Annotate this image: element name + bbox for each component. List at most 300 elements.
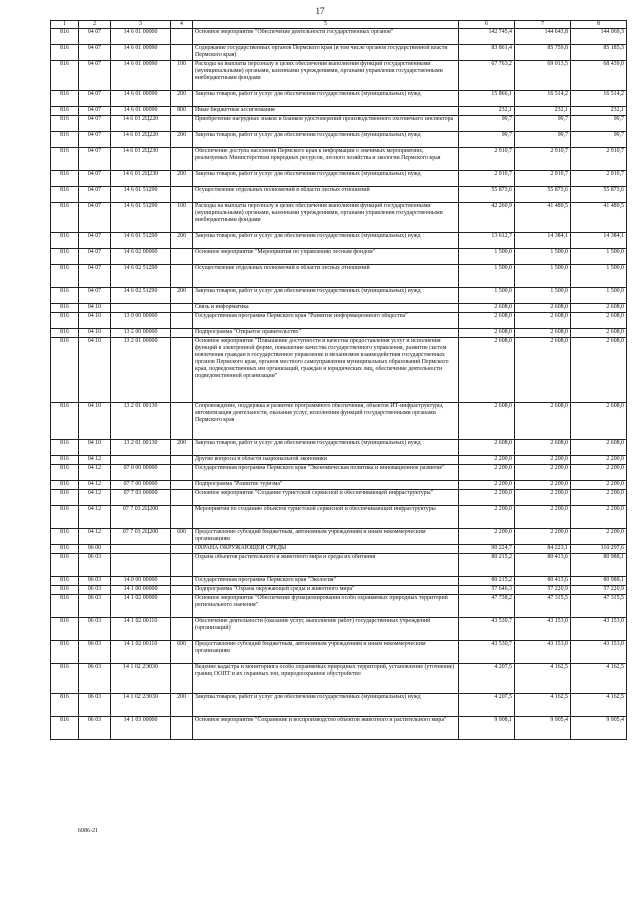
- cell-section-code: 04 07: [79, 288, 111, 304]
- cell-ministry-code: 816: [51, 187, 79, 203]
- cell-amount-year3: 232,1: [571, 107, 627, 116]
- cell-ministry-code: 816: [51, 694, 79, 717]
- cell-ministry-code: 816: [51, 329, 79, 338]
- cell-ministry-code: 816: [51, 249, 79, 265]
- cell-target-article: 14 6 01 2Ц230: [111, 148, 171, 171]
- column-header: 6: [459, 21, 515, 29]
- cell-amount-year1: 55 873,6: [459, 187, 515, 203]
- cell-amount-year1: 2 200,0: [459, 465, 515, 481]
- cell-target-article: 14 6 02 51290: [111, 288, 171, 304]
- cell-description: Охрана объектов растительного и животного мира и среды их обитания: [193, 554, 459, 577]
- cell-section-code: 04 10: [79, 329, 111, 338]
- cell-amount-year1: 99,7: [459, 116, 515, 132]
- cell-ministry-code: 816: [51, 171, 79, 187]
- cell-amount-year3: 85 185,3: [571, 45, 627, 61]
- cell-amount-year1: 2 608,0: [459, 313, 515, 329]
- cell-amount-year3: 2 608,0: [571, 440, 627, 456]
- cell-amount-year2: 99,7: [515, 116, 571, 132]
- cell-expense-type: [171, 249, 193, 265]
- cell-amount-year1: 2 200,0: [459, 481, 515, 490]
- cell-amount-year1: 80 215,2: [459, 577, 515, 586]
- cell-amount-year2: 2 608,0: [515, 313, 571, 329]
- cell-amount-year1: 4 207,5: [459, 694, 515, 717]
- cell-description: Приобретение нагрудных знаков и бланков удостоверений производственного охотничьего инспектора: [193, 116, 459, 132]
- cell-ministry-code: 816: [51, 265, 79, 288]
- cell-ministry-code: 816: [51, 107, 79, 116]
- column-header: 5: [193, 21, 459, 29]
- cell-amount-year2: 99,7: [515, 132, 571, 148]
- table-row: [51, 313, 627, 329]
- cell-description: Подпрограмма "Развитие туризма": [193, 481, 459, 490]
- cell-description: Обеспечение доступа населения Пермского края к информации о значимых мероприятиях, реализуемых Министерством природных ресурсов, лесного хозяйства и экологии Пермского края: [193, 148, 459, 171]
- table-row: [51, 116, 627, 132]
- cell-amount-year2: 2 910,7: [515, 148, 571, 171]
- cell-section-code: 04 12: [79, 456, 111, 465]
- cell-amount-year1: 83 861,4: [459, 45, 515, 61]
- cell-expense-type: [171, 465, 193, 481]
- cell-ministry-code: 816: [51, 304, 79, 313]
- cell-target-article: 13 2 01 00130: [111, 403, 171, 440]
- cell-amount-year3: 2 200,0: [571, 529, 627, 545]
- cell-section-code: 04 12: [79, 529, 111, 545]
- cell-expense-type: 800: [171, 107, 193, 116]
- column-header: 4: [171, 21, 193, 29]
- cell-ministry-code: 816: [51, 481, 79, 490]
- cell-amount-year3: 4 162,5: [571, 694, 627, 717]
- cell-description: Подпрограмма "Охрана окружающей среды и животного мира": [193, 586, 459, 595]
- cell-amount-year3: 2 200,0: [571, 465, 627, 481]
- cell-amount-year2: 84 223,1: [515, 545, 571, 554]
- cell-amount-year1: 67 763,2: [459, 61, 515, 91]
- cell-amount-year3: 144 069,3: [571, 29, 627, 45]
- cell-target-article: [111, 545, 171, 554]
- cell-expense-type: [171, 304, 193, 313]
- cell-target-article: 14 6 01 51290: [111, 187, 171, 203]
- cell-description: Ведение кадастра и мониторинга особо охраняемых природных территорий, установление (уточнение) границ ООПТ и их охранных зон, природоохранное обустройство: [193, 664, 459, 694]
- cell-target-article: 14 6 01 2Ц220: [111, 132, 171, 148]
- cell-expense-type: [171, 717, 193, 740]
- footer-code: 6086-21: [78, 828, 98, 834]
- cell-amount-year2: 43 153,0: [515, 641, 571, 664]
- cell-target-article: 14 6 01 2Ц220: [111, 116, 171, 132]
- cell-ministry-code: 816: [51, 116, 79, 132]
- cell-target-article: 14 6 01 2Ц230: [111, 171, 171, 187]
- budget-table: [50, 20, 627, 740]
- cell-section-code: 06 03: [79, 618, 111, 641]
- cell-description: Закупка товаров, работ и услуг для обеспечения государственных (муниципальных) нужд: [193, 233, 459, 249]
- cell-amount-year1: 2 910,7: [459, 148, 515, 171]
- table-row: [51, 481, 627, 490]
- cell-ministry-code: 816: [51, 465, 79, 481]
- cell-target-article: 14 1 02 2Э030: [111, 664, 171, 694]
- cell-ministry-code: 816: [51, 148, 79, 171]
- cell-section-code: 04 10: [79, 313, 111, 329]
- table-row: [51, 440, 627, 456]
- cell-amount-year1: 47 738,2: [459, 595, 515, 618]
- cell-amount-year2: 14 384,1: [515, 233, 571, 249]
- cell-target-article: 14 1 00 00000: [111, 586, 171, 595]
- table-row: [51, 171, 627, 187]
- cell-amount-year3: 2 200,0: [571, 456, 627, 465]
- cell-expense-type: 200: [171, 233, 193, 249]
- cell-section-code: 04 12: [79, 490, 111, 506]
- table-row: [51, 664, 627, 694]
- cell-description: Подпрограмма "Открытое правительство": [193, 329, 459, 338]
- table-row: [51, 249, 627, 265]
- cell-amount-year1: 1 500,0: [459, 249, 515, 265]
- cell-ministry-code: 816: [51, 132, 79, 148]
- cell-expense-type: 200: [171, 91, 193, 107]
- cell-amount-year2: 2 200,0: [515, 481, 571, 490]
- cell-expense-type: [171, 481, 193, 490]
- cell-target-article: 14 1 03 00000: [111, 717, 171, 740]
- cell-section-code: 04 07: [79, 148, 111, 171]
- cell-expense-type: [171, 618, 193, 641]
- cell-description: Основное мероприятие "Создание туристской сервисной и обеспечивающей инфраструктуры": [193, 490, 459, 506]
- cell-amount-year1: 15 866,1: [459, 91, 515, 107]
- table-row: [51, 304, 627, 313]
- cell-amount-year3: 14 384,1: [571, 233, 627, 249]
- cell-expense-type: 100: [171, 61, 193, 91]
- cell-amount-year2: 2 608,0: [515, 304, 571, 313]
- cell-description: Государственная программа Пермского края "Развитие информационного общества": [193, 313, 459, 329]
- cell-amount-year2: 1 500,0: [515, 288, 571, 304]
- cell-ministry-code: 816: [51, 641, 79, 664]
- cell-amount-year1: 42 260,9: [459, 203, 515, 233]
- cell-section-code: 04 10: [79, 403, 111, 440]
- table-row: [51, 91, 627, 107]
- cell-amount-year2: 2 608,0: [515, 329, 571, 338]
- cell-description: Сопровождение, поддержка и развитие программного обеспечения, объектов ИТ-инфраструктуры, автоматизация деятельности, оказания услуг, исполнения функций государственными органами Пермского края: [193, 403, 459, 440]
- cell-amount-year3: 2 608,0: [571, 329, 627, 338]
- cell-amount-year1: 2 200,0: [459, 506, 515, 529]
- cell-expense-type: [171, 545, 193, 554]
- cell-amount-year3: 2 608,0: [571, 304, 627, 313]
- cell-expense-type: 200: [171, 694, 193, 717]
- cell-expense-type: 100: [171, 203, 193, 233]
- cell-target-article: 13 2 01 00130: [111, 440, 171, 456]
- cell-amount-year2: 80 413,6: [515, 554, 571, 577]
- table-row: [51, 148, 627, 171]
- cell-target-article: 07 7 00 00000: [111, 481, 171, 490]
- cell-amount-year3: 2 608,0: [571, 403, 627, 440]
- cell-ministry-code: 816: [51, 61, 79, 91]
- cell-ministry-code: 816: [51, 717, 79, 740]
- cell-description: Закупка товаров, работ и услуг для обеспечения государственных (муниципальных) нужд: [193, 132, 459, 148]
- cell-amount-year2: 2 200,0: [515, 456, 571, 465]
- cell-expense-type: [171, 116, 193, 132]
- cell-amount-year3: 43 153,0: [571, 641, 627, 664]
- cell-amount-year1: 43 530,7: [459, 618, 515, 641]
- cell-amount-year3: 47 315,5: [571, 595, 627, 618]
- cell-section-code: 04 07: [79, 265, 111, 288]
- cell-amount-year2: 2 608,0: [515, 403, 571, 440]
- cell-expense-type: [171, 187, 193, 203]
- cell-section-code: 04 10: [79, 338, 111, 403]
- cell-section-code: 04 07: [79, 132, 111, 148]
- cell-expense-type: [171, 577, 193, 586]
- cell-description: Расходы на выплаты персоналу в целях обеспечения выполнения функций государственными (муниципальными) органами, казенными учреждениями, органами управления государственными внебюджетными фондами: [193, 61, 459, 91]
- cell-amount-year2: 2 608,0: [515, 440, 571, 456]
- cell-target-article: 14 1 02 00110: [111, 641, 171, 664]
- cell-amount-year2: 57 220,9: [515, 586, 571, 595]
- cell-amount-year1: 43 530,7: [459, 641, 515, 664]
- table-row: [51, 45, 627, 61]
- cell-description: Закупка товаров, работ и услуг для обеспечения государственных (муниципальных) нужд: [193, 91, 459, 107]
- cell-amount-year3: 1 500,0: [571, 265, 627, 288]
- cell-ministry-code: 816: [51, 595, 79, 618]
- table-row: [51, 641, 627, 664]
- cell-expense-type: 600: [171, 529, 193, 545]
- cell-ministry-code: 816: [51, 338, 79, 403]
- table-row: [51, 233, 627, 249]
- cell-amount-year1: 2 200,0: [459, 490, 515, 506]
- cell-section-code: 06 03: [79, 717, 111, 740]
- cell-amount-year1: 2 608,0: [459, 440, 515, 456]
- cell-target-article: 13 2 00 00000: [111, 329, 171, 338]
- cell-expense-type: [171, 490, 193, 506]
- cell-description: Предоставление субсидий бюджетным, автономным учреждениям и иным некоммерческим организациям: [193, 641, 459, 664]
- cell-ministry-code: 816: [51, 440, 79, 456]
- cell-target-article: 14 6 01 00090: [111, 45, 171, 61]
- cell-target-article: 14 0 00 00000: [111, 577, 171, 586]
- cell-expense-type: [171, 664, 193, 694]
- cell-amount-year2: 4 162,5: [515, 664, 571, 694]
- cell-expense-type: [171, 29, 193, 45]
- cell-expense-type: 200: [171, 288, 193, 304]
- cell-amount-year3: 2 200,0: [571, 506, 627, 529]
- cell-ministry-code: 816: [51, 490, 79, 506]
- cell-ministry-code: 816: [51, 203, 79, 233]
- cell-amount-year2: 55 873,6: [515, 187, 571, 203]
- cell-section-code: 04 07: [79, 107, 111, 116]
- cell-amount-year3: 1 500,0: [571, 288, 627, 304]
- table-row: [51, 595, 627, 618]
- table-row: [51, 618, 627, 641]
- cell-section-code: 04 07: [79, 116, 111, 132]
- cell-section-code: 06 03: [79, 694, 111, 717]
- cell-amount-year2: 47 315,5: [515, 595, 571, 618]
- cell-section-code: 06 03: [79, 577, 111, 586]
- cell-section-code: 04 12: [79, 465, 111, 481]
- cell-amount-year2: 2 608,0: [515, 338, 571, 403]
- cell-description: Закупка товаров, работ и услуг для обеспечения государственных (муниципальных) нужд: [193, 694, 459, 717]
- table-row: [51, 506, 627, 529]
- cell-ministry-code: 816: [51, 91, 79, 107]
- cell-section-code: 06 03: [79, 641, 111, 664]
- cell-ministry-code: 816: [51, 577, 79, 586]
- cell-description: Связь и информатика: [193, 304, 459, 313]
- cell-section-code: 04 07: [79, 187, 111, 203]
- cell-section-code: 04 10: [79, 440, 111, 456]
- cell-ministry-code: 816: [51, 45, 79, 61]
- cell-amount-year1: 2 608,0: [459, 304, 515, 313]
- cell-amount-year3: 80 988,1: [571, 577, 627, 586]
- cell-section-code: 04 12: [79, 481, 111, 490]
- cell-target-article: 07 7 03 00000: [111, 490, 171, 506]
- cell-section-code: 04 07: [79, 233, 111, 249]
- cell-target-article: 14 6 02 00000: [111, 249, 171, 265]
- cell-amount-year1: 13 612,7: [459, 233, 515, 249]
- cell-amount-year1: 1 500,0: [459, 265, 515, 288]
- cell-ministry-code: 816: [51, 456, 79, 465]
- table-row: [51, 132, 627, 148]
- cell-amount-year3: 2 608,0: [571, 338, 627, 403]
- cell-amount-year1: 232,1: [459, 107, 515, 116]
- cell-amount-year1: 57 646,3: [459, 586, 515, 595]
- cell-expense-type: [171, 403, 193, 440]
- cell-amount-year3: 2 608,0: [571, 313, 627, 329]
- cell-amount-year1: 2 200,0: [459, 456, 515, 465]
- cell-description: Иные бюджетные ассигнования: [193, 107, 459, 116]
- cell-expense-type: [171, 265, 193, 288]
- table-row: [51, 187, 627, 203]
- cell-description: Основное мероприятие "Сохранение и воспроизводство объектов животного и растительного мира": [193, 717, 459, 740]
- table-row: [51, 288, 627, 304]
- table-row: [51, 490, 627, 506]
- cell-description: Закупка товаров, работ и услуг для обеспечения государственных (муниципальных) нужд: [193, 171, 459, 187]
- cell-ministry-code: 816: [51, 233, 79, 249]
- cell-expense-type: [171, 586, 193, 595]
- cell-amount-year1: 99,7: [459, 132, 515, 148]
- cell-target-article: 07 7 03 2Ц200: [111, 506, 171, 529]
- cell-description: Предоставление субсидий бюджетным, автономным учреждениям и иным некоммерческим организациям: [193, 529, 459, 545]
- cell-description: Основное мероприятие "Обеспечение деятельности государственных органов": [193, 29, 459, 45]
- page-number: 17: [315, 6, 325, 16]
- cell-ministry-code: 816: [51, 29, 79, 45]
- cell-expense-type: [171, 506, 193, 529]
- cell-amount-year1: 2 910,7: [459, 171, 515, 187]
- cell-amount-year2: 2 910,7: [515, 171, 571, 187]
- cell-amount-year2: 2 200,0: [515, 506, 571, 529]
- cell-ministry-code: 816: [51, 506, 79, 529]
- cell-target-article: 14 1 02 2Э030: [111, 694, 171, 717]
- table-row: [51, 29, 627, 45]
- cell-amount-year3: 99,7: [571, 132, 627, 148]
- cell-section-code: 06 03: [79, 554, 111, 577]
- table-row: [51, 586, 627, 595]
- cell-amount-year2: 69 013,5: [515, 61, 571, 91]
- cell-ministry-code: 816: [51, 313, 79, 329]
- cell-amount-year1: 2 608,0: [459, 329, 515, 338]
- cell-expense-type: [171, 148, 193, 171]
- table-row: [51, 694, 627, 717]
- cell-ministry-code: 816: [51, 618, 79, 641]
- cell-expense-type: [171, 595, 193, 618]
- cell-description: Содержание государственных органов Пермского края (в том числе органов государственной власти Пермского края): [193, 45, 459, 61]
- cell-amount-year1: 80 215,2: [459, 554, 515, 577]
- cell-expense-type: [171, 554, 193, 577]
- cell-target-article: [111, 456, 171, 465]
- cell-target-article: 14 6 01 00090: [111, 61, 171, 91]
- cell-target-article: 13 0 00 00000: [111, 313, 171, 329]
- cell-target-article: [111, 304, 171, 313]
- cell-section-code: 04 07: [79, 45, 111, 61]
- cell-amount-year2: 9 905,4: [515, 717, 571, 740]
- table-row: [51, 203, 627, 233]
- cell-expense-type: 200: [171, 132, 193, 148]
- cell-expense-type: [171, 45, 193, 61]
- cell-amount-year3: 55 873,6: [571, 187, 627, 203]
- cell-description: Мероприятия по созданию объектов туристской сервисной и обеспечивающей инфраструктуры: [193, 506, 459, 529]
- column-header: 8: [571, 21, 627, 29]
- column-header: 7: [515, 21, 571, 29]
- cell-amount-year2: 232,1: [515, 107, 571, 116]
- cell-target-article: 07 7 03 2Ц200: [111, 529, 171, 545]
- table-row: [51, 403, 627, 440]
- cell-description: Расходы на выплаты персоналу в целях обеспечения выполнения функций государственными (муниципальными) органами, казенными учреждениями, органами управления государственными внебюджетными фондами: [193, 203, 459, 233]
- cell-description: Закупка товаров, работ и услуг для обеспечения государственных (муниципальных) нужд: [193, 288, 459, 304]
- cell-description: Основное мероприятие "Повышение доступности и качества предоставления услуг и исполнения функций в электронной форме, повышение качества государственного управления, развитие систем вовлечения граждан в государственное управление и механизмов взаимодействия государственных органов Пермского края, органов местного самоуправления муниципальных образований Пермского края, подведомственных им организаций, граждан и юридических лиц, обеспечение деятельности подведомственной организации": [193, 338, 459, 403]
- cell-amount-year3: 1 500,0: [571, 249, 627, 265]
- cell-target-article: 14 1 02 00110: [111, 618, 171, 641]
- cell-section-code: 06 03: [79, 595, 111, 618]
- table-row: [51, 577, 627, 586]
- cell-ministry-code: 816: [51, 586, 79, 595]
- cell-amount-year2: 41 489,5: [515, 203, 571, 233]
- cell-target-article: 14 6 01 00090: [111, 91, 171, 107]
- cell-description: Обеспечение деятельности (оказание услуг, выполнение работ) государственных учреждений (организаций): [193, 618, 459, 641]
- cell-amount-year3: 2 200,0: [571, 490, 627, 506]
- cell-target-article: 14 6 01 51290: [111, 203, 171, 233]
- cell-target-article: 13 2 01 00000: [111, 338, 171, 403]
- cell-amount-year2: 1 500,0: [515, 249, 571, 265]
- table-row: [51, 329, 627, 338]
- cell-expense-type: 200: [171, 171, 193, 187]
- cell-section-code: 04 10: [79, 304, 111, 313]
- column-header: 3: [111, 21, 171, 29]
- cell-amount-year3: 41 489,5: [571, 203, 627, 233]
- cell-description: Закупка товаров, работ и услуг для обеспечения государственных (муниципальных) нужд: [193, 440, 459, 456]
- cell-amount-year3: 2 910,7: [571, 171, 627, 187]
- table-row: [51, 338, 627, 403]
- cell-amount-year2: 2 200,0: [515, 490, 571, 506]
- cell-target-article: 07 0 00 00000: [111, 465, 171, 481]
- cell-description: Осуществление отдельных полномочий в области лесных отношений: [193, 265, 459, 288]
- cell-description: Государственная программа Пермского края "Экология": [193, 577, 459, 586]
- cell-amount-year3: 110 297,6: [571, 545, 627, 554]
- table-row: [51, 529, 627, 545]
- cell-description: ОХРАНА ОКРУЖАЮЩЕЙ СРЕДЫ: [193, 545, 459, 554]
- cell-target-article: 14 6 01 00090: [111, 107, 171, 116]
- cell-amount-year2: 4 162,5: [515, 694, 571, 717]
- column-header: 1: [51, 21, 79, 29]
- cell-amount-year2: 2 200,0: [515, 529, 571, 545]
- cell-target-article: 14 6 01 51290: [111, 233, 171, 249]
- cell-amount-year3: 2 200,0: [571, 481, 627, 490]
- cell-description: Осуществление отдельных полномочий в области лесных отношений: [193, 187, 459, 203]
- cell-target-article: 14 1 02 00000: [111, 595, 171, 618]
- table-row: [51, 465, 627, 481]
- cell-amount-year2: 43 153,0: [515, 618, 571, 641]
- cell-expense-type: [171, 329, 193, 338]
- cell-amount-year1: 4 207,5: [459, 664, 515, 694]
- cell-section-code: 06 03: [79, 586, 111, 595]
- cell-amount-year3: 57 220,9: [571, 586, 627, 595]
- table-row: [51, 107, 627, 116]
- column-header: 2: [79, 21, 111, 29]
- cell-amount-year2: 80 413,6: [515, 577, 571, 586]
- cell-amount-year1: 9 908,1: [459, 717, 515, 740]
- cell-section-code: 04 12: [79, 506, 111, 529]
- cell-amount-year3: 16 514,2: [571, 91, 627, 107]
- cell-amount-year1: 2 608,0: [459, 403, 515, 440]
- cell-amount-year3: 43 153,0: [571, 618, 627, 641]
- cell-ministry-code: 816: [51, 554, 79, 577]
- cell-amount-year2: 144 643,8: [515, 29, 571, 45]
- cell-amount-year3: 68 439,0: [571, 61, 627, 91]
- cell-amount-year1: 2 200,0: [459, 529, 515, 545]
